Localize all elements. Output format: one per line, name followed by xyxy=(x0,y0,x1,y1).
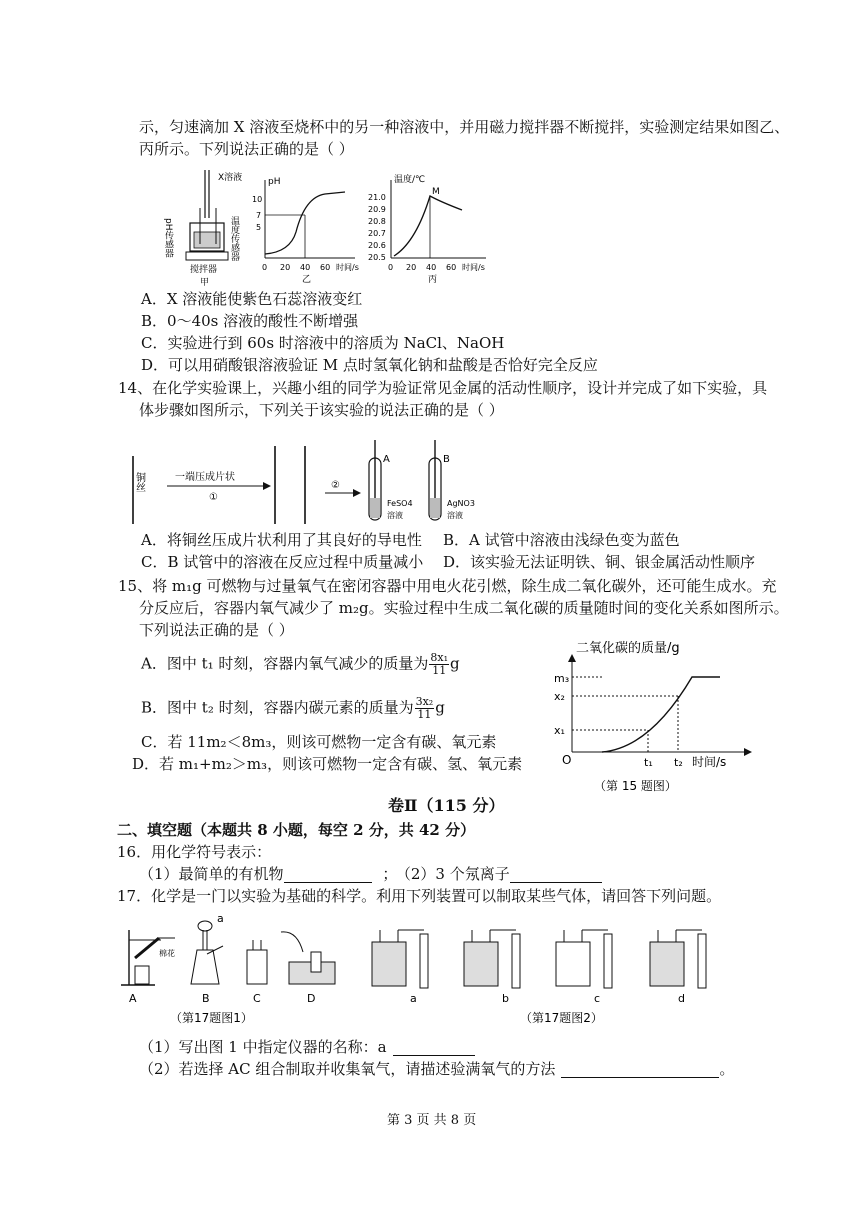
svg-text:0: 0 xyxy=(388,263,394,272)
svg-text:O: O xyxy=(562,753,572,767)
svg-text:A: A xyxy=(383,454,390,465)
svg-text:20: 20 xyxy=(406,263,417,272)
q15-option-d: D．若 m₁+m₂＞m₃，则该可燃物一定含有碳、氢、氧元素 xyxy=(132,755,523,773)
svg-text:m₃: m₃ xyxy=(554,672,570,685)
svg-text:20.9: 20.9 xyxy=(368,205,386,214)
svg-text:40: 40 xyxy=(426,263,437,272)
q17-blank-2[interactable] xyxy=(561,1063,719,1078)
svg-text:20: 20 xyxy=(280,263,291,272)
svg-text:FeSO4: FeSO4 xyxy=(387,499,413,508)
q15-chart-caption: （第 15 题图） xyxy=(594,779,677,793)
q13-fig-bing xyxy=(366,172,501,287)
q14-stem-line2: 体步骤如图所示，下列关于该实验的说法正确的是（ ） xyxy=(139,401,504,419)
q13-option-d: D．可以用硝酸银溶液验证 M 点时氢氧化钠和盐酸是否恰好完全反应 xyxy=(141,356,598,374)
svg-text:时间/s: 时间/s xyxy=(692,755,727,769)
q13-option-a: A．X 溶液能使紫色石蕊溶液变红 xyxy=(141,290,363,308)
x-solution-label: X溶液 xyxy=(218,173,243,183)
svg-text:A: A xyxy=(129,992,137,1005)
svg-text:C: C xyxy=(253,992,261,1005)
q16-blank-1[interactable] xyxy=(284,868,372,883)
svg-text:溶液: 溶液 xyxy=(387,511,403,520)
q14-option-c: C．B 试管中的溶液在反应过程中质量减小 xyxy=(141,553,424,571)
svg-text:60: 60 xyxy=(446,263,457,272)
q15-chart xyxy=(540,630,765,795)
svg-text:20.8: 20.8 xyxy=(368,217,386,226)
svg-text:B: B xyxy=(443,454,450,465)
q16-blank-2[interactable] xyxy=(510,868,602,883)
svg-text:（第17题图2）: （第17题图2） xyxy=(520,1011,603,1025)
copper-wire-label: 铜丝 xyxy=(133,472,145,492)
q15-option-a: A．图中 t₁ 时刻，容器内氧气减少的质量为 $\frac{\text{8x₁}}{11}$ g xyxy=(141,651,460,678)
svg-text:棉花: 棉花 xyxy=(159,949,175,958)
q15-option-c: C．若 11m₂＜8m₃，则该可燃物一定含有碳、氧元素 xyxy=(141,733,497,751)
svg-text:0: 0 xyxy=(262,263,268,272)
q13-intro-line1: 示，匀速滴加 X 溶液至烧杯中的另一种溶液中，并用磁力搅拌器不断搅拌，实验测定结果如图乙、 xyxy=(139,118,790,136)
q13-option-b: B．0～40s 溶液的酸性不断增强 xyxy=(141,312,359,330)
svg-text:时间/s: 时间/s xyxy=(336,263,359,272)
q13-fig-yi xyxy=(250,172,370,287)
q15-chart-ylabel: 二氧化碳的质量/g xyxy=(576,641,680,656)
q14-option-b: B．A 试管中溶液由浅绿色变为蓝色 xyxy=(443,531,680,549)
svg-text:AgNO3: AgNO3 xyxy=(447,499,475,508)
svg-text:pH: pH xyxy=(268,177,281,187)
svg-text:20.5: 20.5 xyxy=(368,253,386,262)
temp-sensor-label: 温度传感器 xyxy=(229,216,239,261)
svg-text:d: d xyxy=(678,992,685,1005)
svg-text:x₂: x₂ xyxy=(554,690,565,703)
q17-part2: （2）若选择 AC 组合制取并收集氧气，请描述验满氧气的方法 。 xyxy=(139,1060,735,1078)
svg-text:B: B xyxy=(202,992,210,1005)
svg-text:20.6: 20.6 xyxy=(368,241,386,250)
section-heading: 二、填空题（本题共 8 小题，每空 2 分，共 42 分） xyxy=(117,821,476,839)
q15-stem-line3: 下列说法正确的是（ ） xyxy=(139,621,294,639)
q14-option-a: A．将铜丝压成片状利用了其良好的导电性 xyxy=(141,531,422,549)
q14-stem-line1: 14、在化学实验课上，兴趣小组的同学为验证常见金属的活动性顺序，设计并完成了如下实验，具 xyxy=(118,379,768,397)
q14-figure xyxy=(125,438,485,526)
svg-text:7: 7 xyxy=(256,211,262,220)
svg-text:D: D xyxy=(307,992,316,1005)
step1-text: 一端压成片状 xyxy=(175,472,235,483)
svg-text:（第17题图1）: （第17题图1） xyxy=(170,1011,253,1025)
q17-blank-1[interactable] xyxy=(393,1041,475,1056)
svg-text:溶液: 溶液 xyxy=(447,511,463,520)
svg-text:温度/℃: 温度/℃ xyxy=(394,175,426,185)
svg-text:60: 60 xyxy=(320,263,331,272)
ph-sensor-label: pH传感器 xyxy=(163,218,173,258)
svg-text:a: a xyxy=(217,912,224,925)
volume-title: 卷Ⅱ（115 分） xyxy=(388,796,505,815)
q13-fig-jia xyxy=(160,168,255,288)
q16-answer-line: （1）最简单的有机物 ； （2）3 个氖离子 xyxy=(139,865,602,883)
q15-option-b: B．图中 t₂ 时刻，容器内碳元素的质量为 $\frac{\text{3x₂}}{11}$ g xyxy=(141,695,445,722)
q17-part1: （1）写出图 1 中指定仪器的名称：a xyxy=(139,1038,475,1056)
svg-text:20.7: 20.7 xyxy=(368,229,386,238)
page-footer: 第 3 页 共 8 页 xyxy=(387,1113,477,1128)
svg-text:M: M xyxy=(432,187,440,197)
svg-text:40: 40 xyxy=(300,263,311,272)
q15-stem-line2: 分反应后，容器内氧气减少了 m₂g。实验过程中生成二氧化碳的质量随时间的变化关系如图所示。 xyxy=(139,599,789,617)
svg-text:t₂: t₂ xyxy=(674,756,683,769)
fig-jia-caption: 甲 xyxy=(200,278,210,288)
q17-fig1 xyxy=(115,910,350,1025)
svg-text:丙: 丙 xyxy=(428,275,438,285)
q17-fig2 xyxy=(360,920,730,1025)
q16-stem: 16．用化学符号表示： xyxy=(117,843,272,861)
q15-stem-line1: 15、将 m₁g 可燃物与过量氧气在密闭容器中用电火花引燃，除生成二氧化碳外，还可能生成水。充 xyxy=(118,577,777,595)
svg-text:x₁: x₁ xyxy=(554,724,565,737)
svg-text:c: c xyxy=(594,992,601,1005)
svg-text:乙: 乙 xyxy=(302,275,312,285)
svg-text:a: a xyxy=(410,992,417,1005)
q13-intro-line2: 丙所示。下列说法正确的是（ ） xyxy=(139,140,354,158)
svg-text:5: 5 xyxy=(256,223,262,232)
q14-option-d: D．该实验无法证明铁、铜、银金属活动性顺序 xyxy=(443,553,756,571)
q17-stem: 17．化学是一门以实验为基础的科学。利用下列装置可以制取某些气体，请回答下列问题。 xyxy=(117,887,722,905)
step2-number: ② xyxy=(331,480,340,491)
q13-option-c: C．实验进行到 60s 时溶液中的溶质为 NaCl、NaOH xyxy=(141,334,505,352)
svg-text:21.0: 21.0 xyxy=(368,193,386,202)
step1-number: ① xyxy=(209,492,218,503)
svg-text:10: 10 xyxy=(252,195,263,204)
svg-text:t₁: t₁ xyxy=(644,756,653,769)
svg-text:时间/s: 时间/s xyxy=(462,263,485,272)
stirrer-label: 搅拌器 xyxy=(190,265,218,275)
svg-text:b: b xyxy=(502,992,509,1005)
